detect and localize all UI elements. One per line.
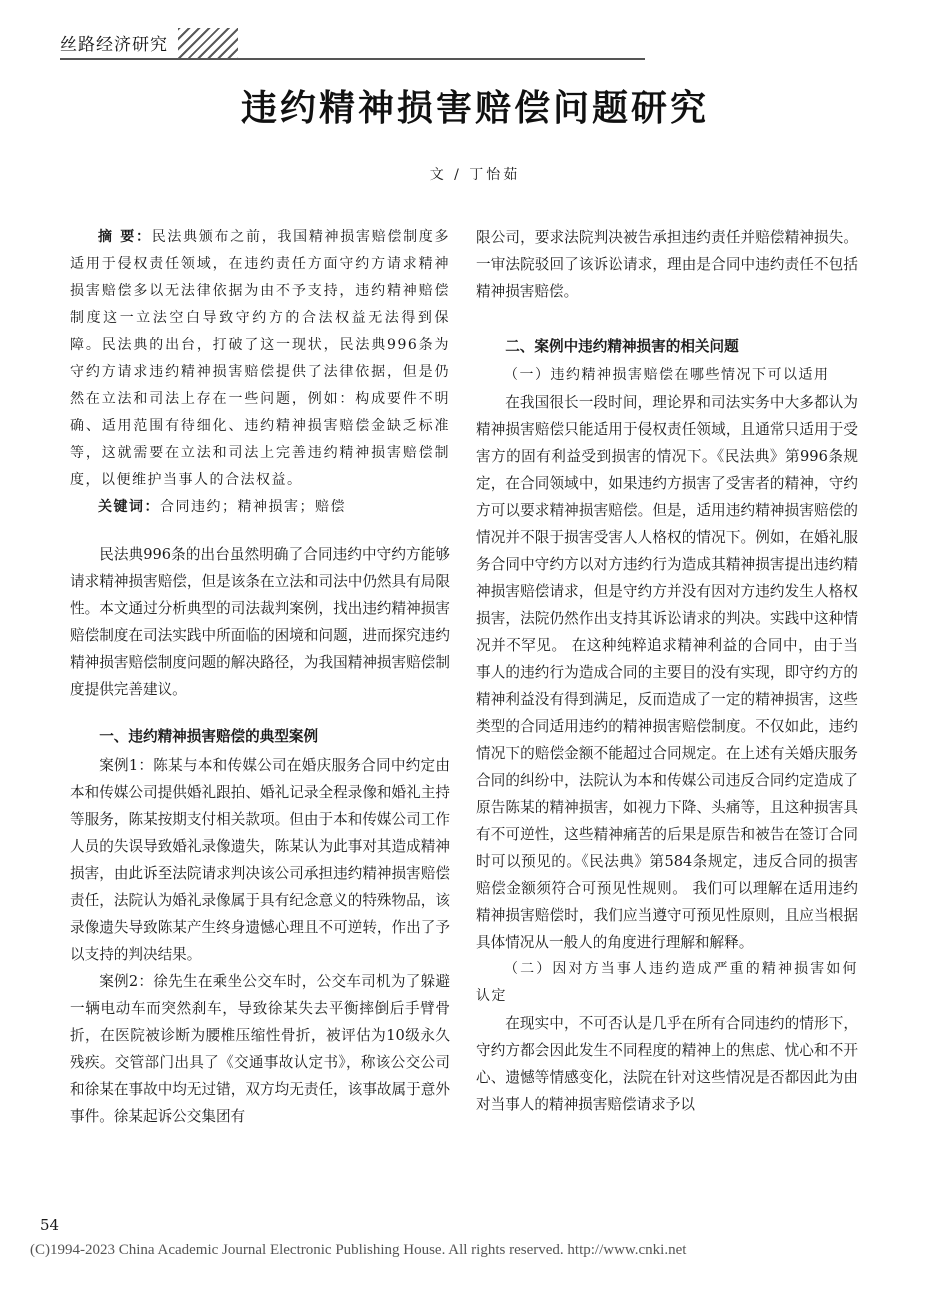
case1-paragraph: 案例1：陈某与本和传媒公司在婚庆服务合同中约定由本和传媒公司提供婚礼跟拍、婚礼记录全程录像和婚礼主持等服务，陈某按期支付相关款项。但由于本和传媒公司工作人员的失误导致婚礼录像遗失，陈某认为此事对其造成精神损害，由此诉至法院请求判决该公司承担违约精神损害赔偿责任，法院认为婚礼录像属于具有纪念意义的特殊物品，该录像遗失导致陈某产生终身遗憾心理且不可逆转，作出了予以支持的判决结果。 — [70, 757, 450, 963]
left-column — [70, 224, 450, 1130]
intro-paragraph: 民法典996条的出台虽然明确了合同违约中守约方能够请求精神损害赔偿，但是该条在立法和司法中仍然具有局限性。本文通过分析典型的司法裁判案例，找出违约精神损害赔偿制度在司法实践中所面临的困境和问题，进而探究违约精神损害赔偿制度问题的解决路径，为我国精神损害赔偿制度提供完善建议。 — [70, 546, 450, 698]
keywords — [70, 494, 450, 521]
subsection2-heading: （二）因对方当事人违约造成严重的精神损害如何认定 — [476, 961, 858, 1004]
subsection2-paragraph: 在现实中，不可否认是几乎在所有合同违约的情形下，守约方都会因此发生不同程度的精神上的焦虑、忧心和不开心、遗憾等情感变化，法院在针对这些情况是否都因此为由对当事人的精神损害赔偿请求予以 — [476, 1015, 858, 1113]
abstract-label: 摘 要： — [98, 229, 152, 245]
subsection1-heading: （一）违约精神损害赔偿在哪些情况下可以适用 — [504, 367, 830, 383]
header-stripes-decoration — [178, 28, 238, 58]
abstract — [70, 224, 450, 494]
keywords-text: 合同违约；精神损害；赔偿 — [160, 499, 346, 515]
case2-paragraph: 案例2：徐先生在乘坐公交车时，公交车司机为了躲避一辆电动车而突然刹车，导致徐某失去平衡摔倒后手臂骨折，在医院被诊断为腰椎压缩性骨折，被评估为10级永久残疾。交管部门出具了《交通事故认定书》，称该公交公司和徐某在事故中均无过错，双方均无责任，该事故属于意外事件。徐某起诉公交集团有 — [70, 973, 450, 1125]
journal-label: 丝路经济研究 — [60, 35, 168, 55]
article-title: 违约精神损害赔偿问题研究 — [240, 88, 709, 129]
subsection1-paragraph: 在我国很长一段时间，理论界和司法实务中大多都认为精神损害赔偿只能适用于侵权责任领域，且通常只适用于受害方的固有利益受到损害的情况下。《民法典》第996条规定，在合同领域中，如果违约方损害了受害者的精神，守约方可以要求精神损害赔偿。但是，适用违约精神损害赔偿的情况并不限于损害受害人人格权的情况下。例如，在婚礼服务合同中守约方以对方违约行为造成其精神损害提出违约精神损害赔偿请求，但是守约方并没有因对方违约发生人格权损害，法院仍然作出支持其诉讼请求的判决。实践中这种情况并不罕见。 在这种纯粹追求精神利益的合同中，由于当事人的违约行为造成合同的主要目的没有实现，即守约方的精神利益没有得到满足，反而造成了一定的精神损害，这些类型的合同适用违约的精神损害赔偿制度。不仅如此，违约情况下的赔偿金额不能超过合同规定。在上述有关婚庆服务合同的纠纷中，法院认为本和传媒公司违反合同约定造成了原告陈某的精神损害，如视力下降、头痛等，且这种损害具有不可逆性，这些精神痛苦的后果是原告和被告在签订合同时可以预见的。《民法典》第584条规定，违反合同的损害赔偿金额须符合可预见性规则。 我们可以理解在适用违约精神损害赔偿时，我们应当遵守可预见性原则，且应当根据具体情况从一般人的角度进行理解和解释。 — [476, 394, 858, 951]
header-rule — [60, 58, 645, 60]
abstract-text: 民法典颁布之前，我国精神损害赔偿制度多适用于侵权责任领域，在违约责任方面守约方请求精神损害赔偿多以无法律依据为由不予支持，违约精神赔偿制度这一立法空白导致守约方的合法权益无法得到保障。民法典的出台，打破了这一现状，民法典996条为守约方请求违约精神损害赔偿提供了法律依据，但是仍然在立法和司法上存在一些问题，例如：构成要件不明确、适用范围有待细化、违约精神损害赔偿金缺乏标准等，这就需要在立法和司法上完善违约精神损害赔偿制度，以便维护当事人的合法权益。 — [70, 229, 451, 488]
section1-heading: 一、违约精神损害赔偿的典型案例 — [99, 728, 319, 745]
page-number: 54 — [40, 1216, 60, 1234]
section2-heading: 二、案例中违约精神损害的相关问题 — [505, 338, 739, 355]
case2-continued-paragraph: 限公司，要求法院判决被告承担违约责任并赔偿精神损失。一审法院驳回了该诉讼请求，理由是合同中违约责任不包括精神损害赔偿。 — [476, 229, 858, 300]
copyright-footer: (C)1994-2023 China Academic Journal Electronic Publishing House. All rights reserved. http://www.cnki.net — [30, 1242, 687, 1258]
right-column — [476, 224, 858, 1118]
author-byline: 文 / 丁怡茹 — [429, 167, 521, 183]
keywords-label: 关键词： — [98, 499, 160, 515]
